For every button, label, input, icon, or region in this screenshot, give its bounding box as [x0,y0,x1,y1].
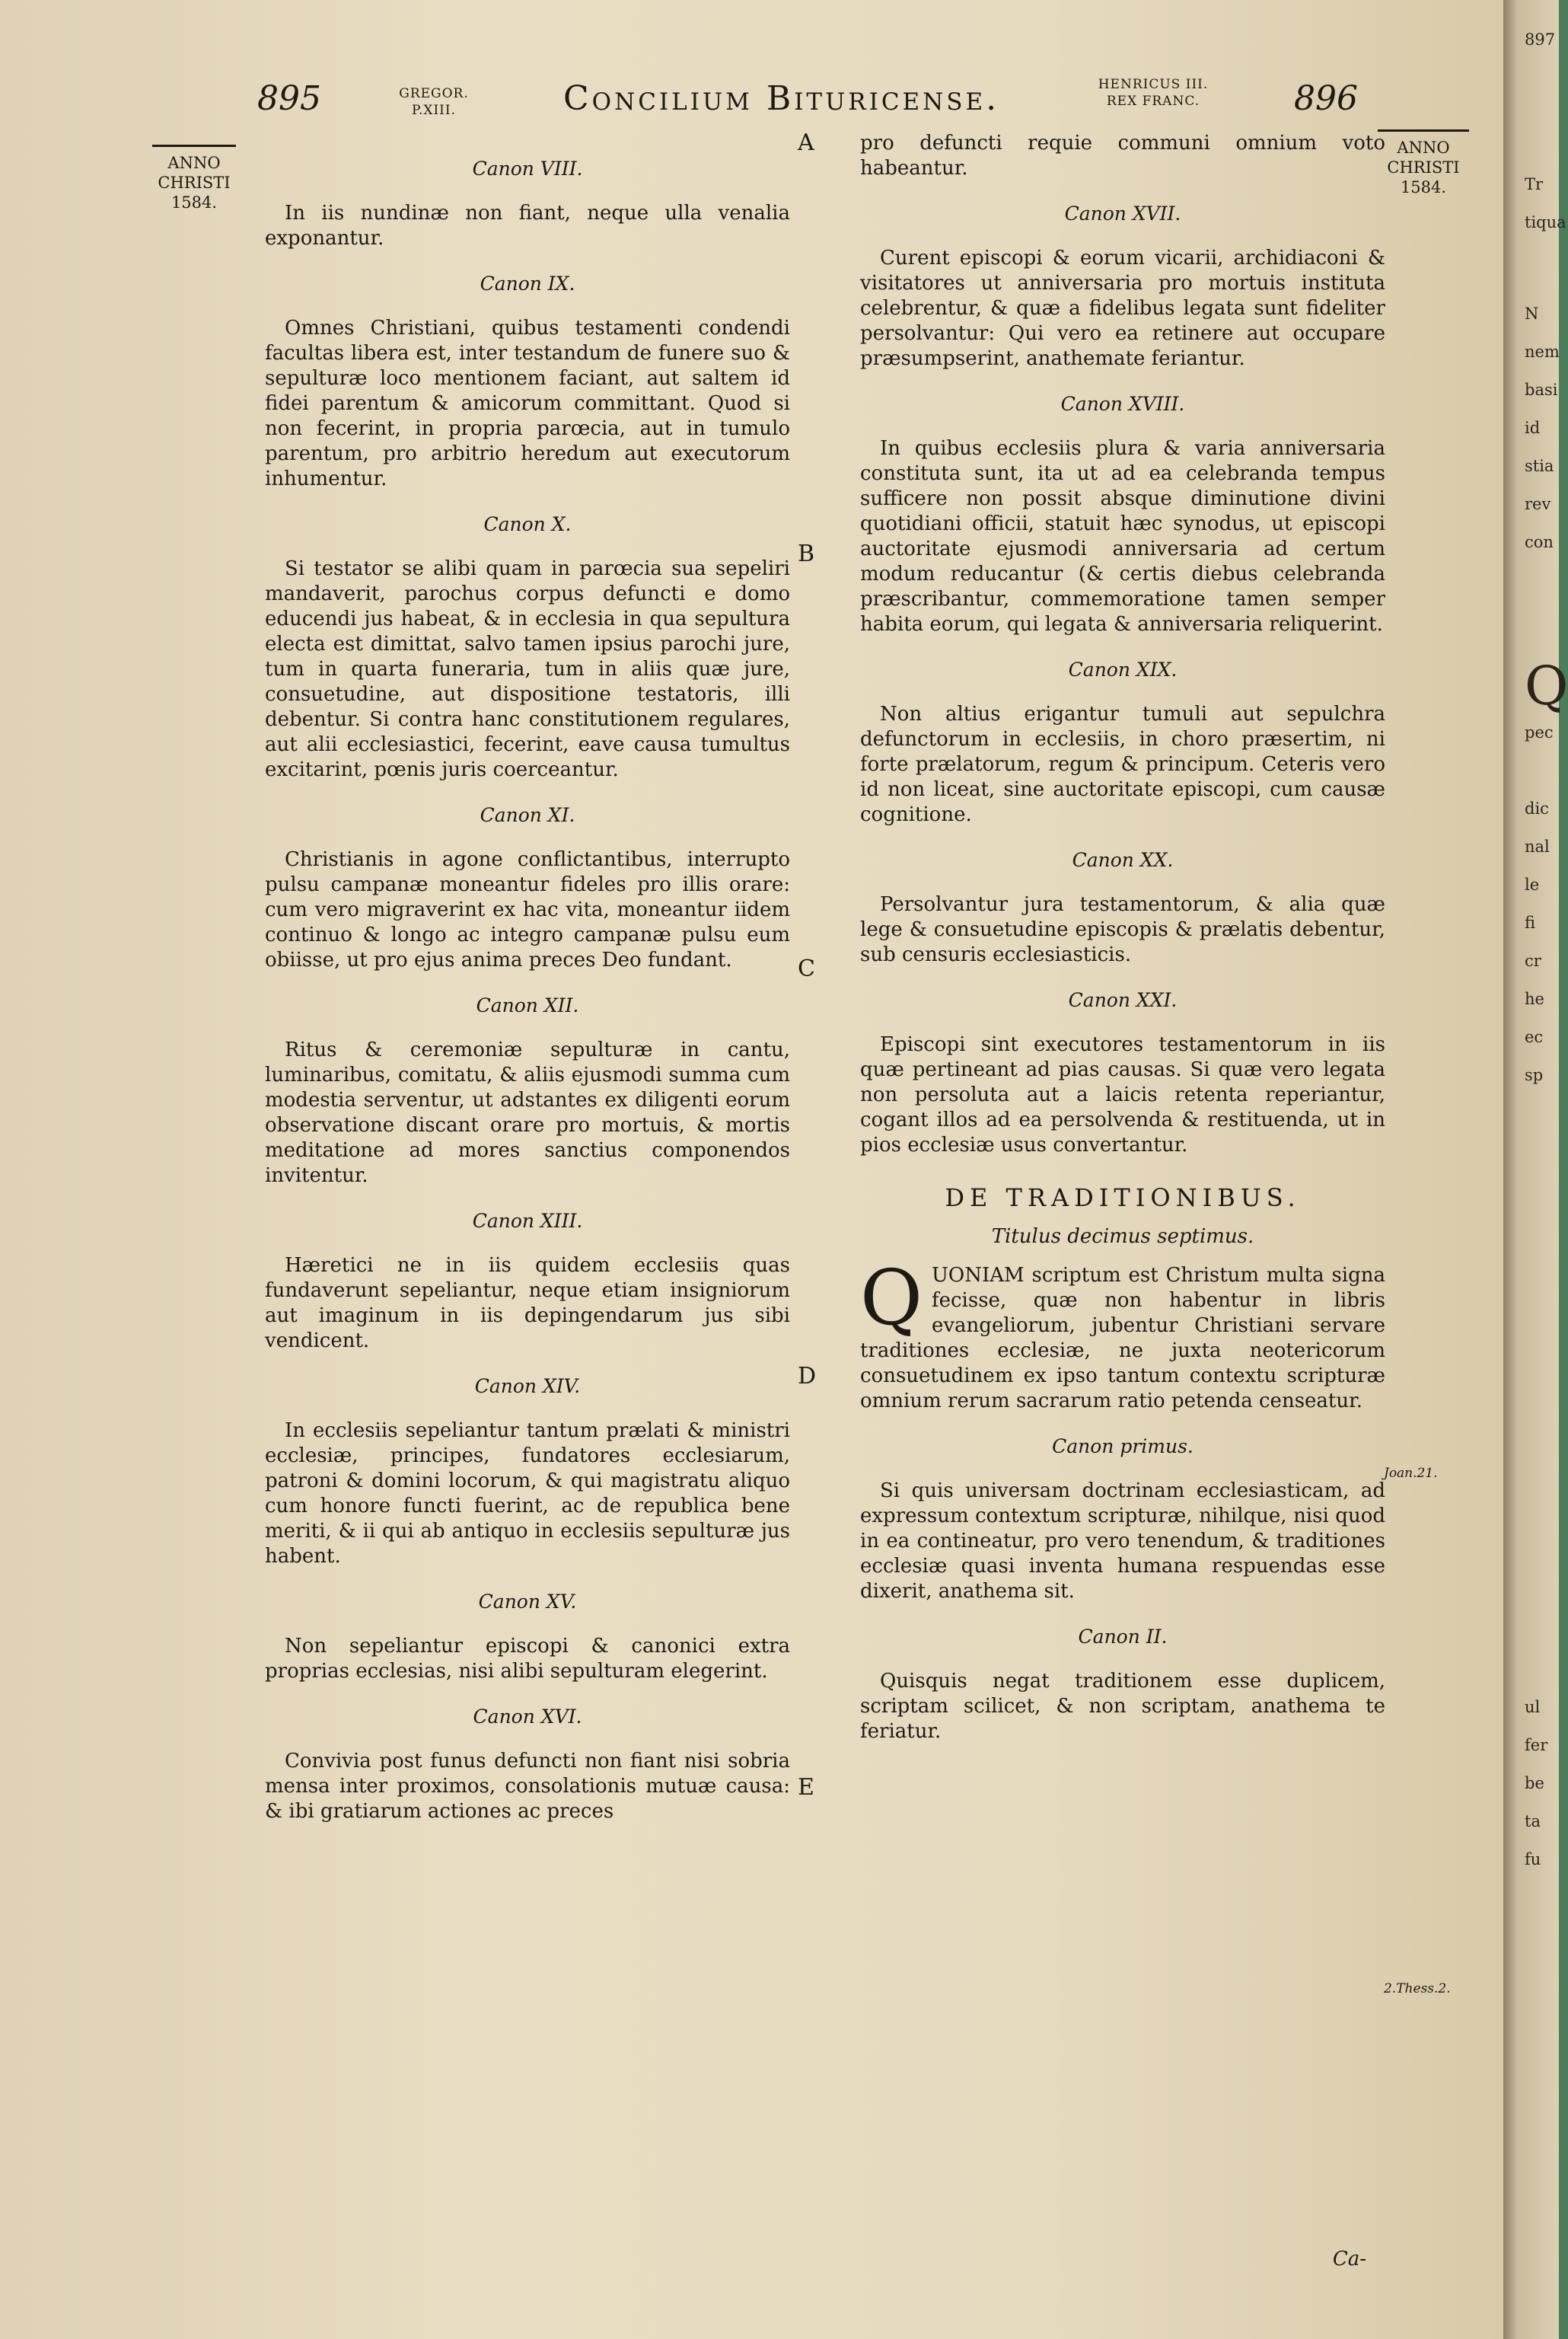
next-page-fragment: ec [1525,1028,1544,1046]
intro-paragraph [860,1253,1385,1414]
canon-text: Non altius erigantur tumuli aut sepulchra defunctorum in ecclesiis, in choro præsertim, ni forte prælatorum, regum & principum. Ceteris vero id non liceat, sine auctoritate episcopi, cum causæ cognitione. [860,703,1385,826]
drop-cap: Q [860,1253,923,1342]
continuation-text: pro defuncti requie communi omnium voto habeantur. [860,132,1385,180]
page-title: Concilium Bituricense. [563,79,1000,118]
canon-text: Christianis in agone conflictantibus, interrupto pulsu campanæ moneantur fideles pro illis orare: cum vero migraverint ex hac vita, moneantur iidem continuo & longo ac integro campanæ pulsu eum obiisse, ut pro ejus anima preces Deo fundant. [265,848,790,972]
anno-line: CHRISTI [158,174,231,192]
canon-9 [265,271,790,492]
canon-text: Omnes Christiani, quibus testamenti condendi facultas libera est, inter testandum de funere suo & sepulturæ loco mentionem faciant, aut saltem id fidei parentum & amicorum committant. Quod si non fecerint, in propria parœcia, aut in tumulo parentum, pro arbitrio heredum aut executorum inhumentur. [265,317,790,490]
next-page-fragment: ul [1525,1698,1541,1716]
next-page-fragment: pec [1525,723,1554,742]
next-page-fragment: rev [1525,495,1551,513]
canon-text: Si quis universam doctrinam ecclesiasticam, ad expressum contextum scripturæ, nihilque, nisi quod in ea contineatur, pro vero tenendum, & traditiones ecclesiæ quasi inventa humana respuendas esse dixerit, anathema sit. [860,1479,1385,1603]
anno-year: 1584. [171,193,218,212]
anno-christi-left [152,145,236,212]
section-subtitle: Titulus decimus septimus. [991,1225,1254,1248]
anno-rule [1378,129,1469,132]
next-page-edge [1503,0,1568,2339]
canon-text: In ecclesiis sepeliantur tantum prælati & ministri ecclesiæ, principes, fundatores ecclesiarum, patroni & domini locorum, & qui magistratu aliquo cum honore functi fuerint, ac de republica bene meriti, & ii qui ab antiquo in ecclesiis sepulturæ jus habent. [265,1419,790,1568]
canon-text: Quisquis negat traditionem esse duplicem, scriptam scilicet, & non scriptam, anathema te feriatur. [860,1670,1385,1743]
canon-text: Episcopi sint executores testamentorum in iis quæ pertineant ad pias causas. Si quæ vero legata non persoluta aut a laicis retenta reperiantur, cogant illos ad ea persolvenda & restituenda, ut in pios ecclesiæ usus convertantur. [860,1033,1385,1157]
canon-heading: Canon XVI. [473,1706,582,1728]
canon-heading: Canon XIII. [472,1210,583,1232]
canon-16 [265,1704,790,1824]
canon-12 [265,993,790,1189]
canon-text: In quibus ecclesiis plura & varia anniversaria constituta sunt, ita ut ad ea celebranda tempus sufficere non possit absque diminutione divini quotidiani officii, statuit hæc synodus, ut episcopi auctoritate ejusmodi anniversaria ad certum modum reducantur (& certis diebus celebranda præscribantur, commemoratione tamen semper habita eorum, qui legata & anniversaria reliquerint. [860,437,1385,636]
next-page-fragment: nal [1525,838,1550,856]
canon-heading: Canon XV. [478,1591,577,1613]
canon-text: Curent episcopi & eorum vicarii, archidiaconi & visitatores ut anniversaria pro mortuis instituta celebrentur, & quæ a fidelibus legata sunt fideliter persolvantur: Qui vero ea retinere aut occupare præsumpserint, anathemate feriantur. [860,247,1385,370]
canon-heading: Canon XVII. [1064,203,1181,225]
canon-text: In iis nundinæ non fiant, neque ulla venalia exponantur. [265,202,790,250]
margin-letter-a: A [798,129,814,156]
intro-text: UONIAM scriptum est Christum multa signa fecisse, quæ non habentur in libris evangeliorum, jubentur Christiani servare traditiones ecclesiæ, ne juxta neotericorum consuetudinem ex ipso tantum contextu scripturæ omnium rerum sacrarum ratio petenda censeatur. [860,1264,1385,1412]
canon-heading: Canon XVIII. [1060,393,1185,415]
section-title: DE TRADITIONIBUS. [945,1183,1301,1212]
canon-2 [860,1624,1385,1744]
canon-13 [265,1208,790,1354]
canon-11 [265,803,790,973]
next-page-fragment: id [1525,419,1541,437]
next-page-fragment: be [1525,1774,1544,1792]
next-page-fragment: dic [1525,799,1549,818]
canon-15 [265,1589,790,1684]
next-page-fragment: he [1525,990,1544,1008]
anno-line: ANNO [167,154,221,172]
next-page-fragment: nem [1525,343,1560,361]
left-column [265,148,790,1824]
right-column [860,131,1385,1744]
canon-primus [860,1434,1385,1604]
canon-14 [265,1374,790,1569]
next-page-fragment: le [1525,876,1540,894]
canon-text: Non sepeliantur episcopi & canonici extra proprias ecclesias, nisi alibi sepulturam elegerint. [265,1635,790,1683]
next-page-fragment: con [1525,533,1554,551]
next-page-fragment: Q [1525,655,1568,717]
canon-heading: Canon VIII. [472,158,583,180]
next-page-fragment: stia [1525,457,1554,475]
canon-heading: Canon XII. [476,994,579,1016]
right-running-head: HENRICUS III. REX FRANC. [1098,77,1209,109]
canon-8 [265,156,790,251]
margin-letter-d: D [798,1363,817,1390]
canon-heading: Canon XIX. [1068,659,1178,681]
next-page-fragment: Tr [1525,175,1544,193]
next-page-fragment: fi [1525,914,1536,932]
canon-18 [860,391,1385,637]
left-running-head: GREGOR. P.XIII. [399,86,469,118]
margin-reference-thess: 2.Thess.2. [1384,1981,1451,1996]
left-page-number: 895 [257,79,321,118]
canon-heading: Canon II. [1078,1626,1168,1648]
canon-heading: Canon XXI. [1068,989,1178,1011]
margin-letter-b: B [798,541,815,567]
canon-17 [860,201,1385,372]
next-page-fragment: ta [1525,1812,1541,1830]
canon-20 [860,847,1385,968]
canon-text: Persolvantur jura testamentorum, & alia quæ lege & consuetudine episcopis & prælatis debentur, sub censuris ecclesiasticis. [860,893,1385,966]
next-page-fragment: fu [1525,1850,1541,1868]
canon-heading: Canon IX. [480,273,575,295]
canon-text: Ritus & ceremoniæ sepulturæ in cantu, luminaribus, comitatu, & aliis ejusmodi summa cum modestia serventur, ut adstantes ex diligenti eorum observatione discant orare pro mortuis, & mortis meditatione ad mores sanctius componendos invitentur. [265,1039,790,1187]
canon-heading: Canon XIV. [474,1375,581,1397]
canon-text: Si testator se alibi quam in parœcia sua sepeliri mandaverit, parochus corpus defuncti e domo educendi jus habeat, & in ecclesia in qua sepultura electa est dimittat, salvo tamen ipsius parochi jure, tum in quarta funeraria, tum in aliis quæ jure, consuetudine, aut dispositione testatoris, illi debentur. Si contra hanc constitutionem regulares, aut alii ecclesiastici, fecerint, eave causa tumultus excitarint, pœnis juris coerceantur. [265,557,790,781]
next-page-fragment: 897 [1525,30,1556,49]
canon-21 [860,988,1385,1158]
margin-reference-joan: Joan.21. [1384,1466,1438,1481]
canon-heading: Canon XI. [480,804,575,826]
canon-19 [860,657,1385,828]
canon-10 [265,512,790,783]
anno-rule [152,145,236,147]
margin-letter-e: E [798,1774,814,1801]
canon-text: Convivia post funus defuncti non fiant nisi sobria mensa inter proximos, consolationis mutuæ causa: & ibi gratiarum actiones ac preces [265,1750,790,1823]
canon-heading: Canon X. [483,513,572,535]
margin-letter-c: C [798,956,815,982]
next-page-fragment: N [1525,305,1539,323]
anno-christi-right [1378,129,1469,197]
next-page-fragment: cr [1525,952,1541,970]
next-page-fragment: sp [1525,1066,1544,1084]
anno-line: ANNO [1397,139,1450,157]
next-page-fragment: basi [1525,381,1558,399]
anno-line: CHRISTI [1387,158,1460,177]
canon-heading: Canon XX. [1072,849,1174,871]
next-page-fragment: tiqua [1525,213,1566,231]
canon-text: Hæretici ne in iis quidem ecclesiis quas fundaverunt sepeliantur, neque etiam insigniorum aut imaginum in iis depingendarum jus sibi vendicent. [265,1254,790,1352]
canon-heading: Canon primus. [1052,1435,1194,1457]
right-page-number: 896 [1294,79,1358,118]
catchword: Ca- [1332,2248,1366,2270]
anno-year: 1584. [1400,178,1447,196]
next-page-fragment: fer [1525,1736,1548,1754]
